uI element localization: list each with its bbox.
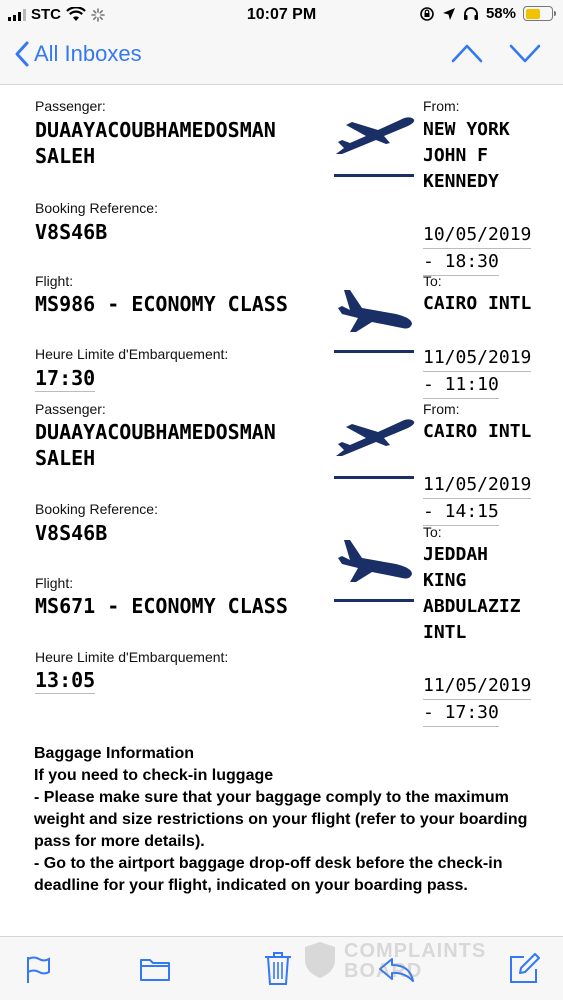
nav-bar [0,30,563,85]
trash-icon [263,950,293,986]
from-airport-line1: CAIRO INTL [423,421,532,442]
delete-button[interactable] [263,950,293,991]
battery-percent: 58% [485,5,516,22]
flight-label: Flight: [35,575,74,591]
to-airport-line4: INTL [423,622,467,643]
move-to-folder-button[interactable] [139,955,171,988]
watermark-text: BOARD [344,960,423,982]
carrier-name: STC [31,6,61,23]
status-time: 10:07 PM [246,6,317,23]
from-label: From: [423,98,460,114]
passenger-label: Passenger: [35,401,106,417]
message-navigation [451,42,541,69]
booking-label: Booking Reference: [35,501,158,517]
from-airport-line2: JOHN F [423,145,489,166]
departure-datetime[interactable] [423,472,531,526]
route-divider [334,350,414,353]
departure-time: - 18:30 [423,249,499,276]
departure-time: - 14:15 [423,499,499,526]
booking-label: Booking Reference: [35,200,158,216]
flight-number: MS986 - ECONOMY CLASS [35,292,288,316]
arrival-plane-icon [332,536,418,586]
bottom-toolbar [0,936,563,1000]
status-right [419,5,553,22]
compose-icon [508,953,540,985]
next-message-button[interactable] [509,42,541,69]
boarding-deadline-label: Heure Limite d'Embarquement: [35,649,229,665]
flight-label: Flight: [35,273,74,289]
departure-date: 11/05/2019 [423,472,531,499]
boarding-deadline[interactable]: 17:30 [35,366,96,390]
baggage-title: Baggage Information [34,745,195,762]
to-airport-line2: KING [423,570,467,591]
rotation-lock-icon [419,6,435,22]
watermark-text: COMPLAINTS [344,940,487,962]
headphones-icon [463,6,479,21]
arrival-time: - 17:30 [423,700,499,727]
to-airport-line1: CAIRO INTL [423,293,532,314]
baggage-line: If you need to check-in luggage [34,767,274,784]
up-arrow-icon [451,42,483,64]
to-airport-line3: ABDULAZIZ [423,596,521,617]
passenger-label: Passenger: [35,98,106,114]
route-divider [334,476,414,479]
passenger-name-2: SALEH [35,446,96,470]
to-airport-line1: JEDDAH [423,544,489,565]
previous-message-button[interactable] [451,42,483,69]
departure-datetime[interactable] [423,222,531,276]
folder-icon [139,955,171,983]
route-divider [334,174,414,177]
route-divider [334,599,414,602]
battery-icon [523,6,553,21]
boarding-deadline-label: Heure Limite d'Embarquement: [35,346,229,362]
arrival-datetime[interactable] [423,345,531,399]
status-bar [0,0,563,30]
baggage-line: - Please make sure that your baggage comply to the maximum weight and size restrictions on your flight (refer to your boarding pass for more details). [34,789,528,850]
to-label: To: [423,524,442,540]
reply-icon [378,957,416,983]
flag-icon [24,955,52,985]
to-label: To: [423,273,442,289]
arrival-datetime[interactable] [423,673,531,727]
booking-reference: V8S46B [35,521,108,545]
back-button[interactable] [14,40,142,68]
arrival-time: - 11:10 [423,372,499,399]
baggage-line: - Go to the airtport baggage drop-off desk before the check-in deadline for your flight, indicated on your boarding pass. [34,855,503,894]
passenger-name: DUAAYACOUBHAMEDOSMAN [35,118,276,142]
boarding-deadline[interactable]: 13:05 [35,668,96,692]
back-button-label: All Inboxes [34,41,142,66]
from-label: From: [423,401,460,417]
reply-button[interactable] [378,957,416,988]
arrival-plane-icon [332,286,418,336]
from-airport-line3: KENNEDY [423,171,499,192]
location-icon [442,7,456,21]
down-arrow-icon [509,42,541,64]
baggage-information [34,743,534,897]
flight-number: MS671 - ECONOMY CLASS [35,594,288,618]
back-chevron-icon [14,40,30,68]
flag-button[interactable] [24,955,52,990]
email-body [0,86,563,936]
passenger-name: DUAAYACOUBHAMEDOSMAN [35,420,276,444]
booking-reference: V8S46B [35,220,108,244]
from-airport-line1: NEW YORK [423,119,510,140]
passenger-name-2: SALEH [35,144,96,168]
departure-plane-icon [332,412,418,462]
arrival-date: 11/05/2019 [423,673,531,700]
departure-date: 10/05/2019 [423,222,531,249]
departure-plane-icon [332,110,418,160]
compose-button[interactable] [508,953,540,990]
arrival-date: 11/05/2019 [423,345,531,372]
